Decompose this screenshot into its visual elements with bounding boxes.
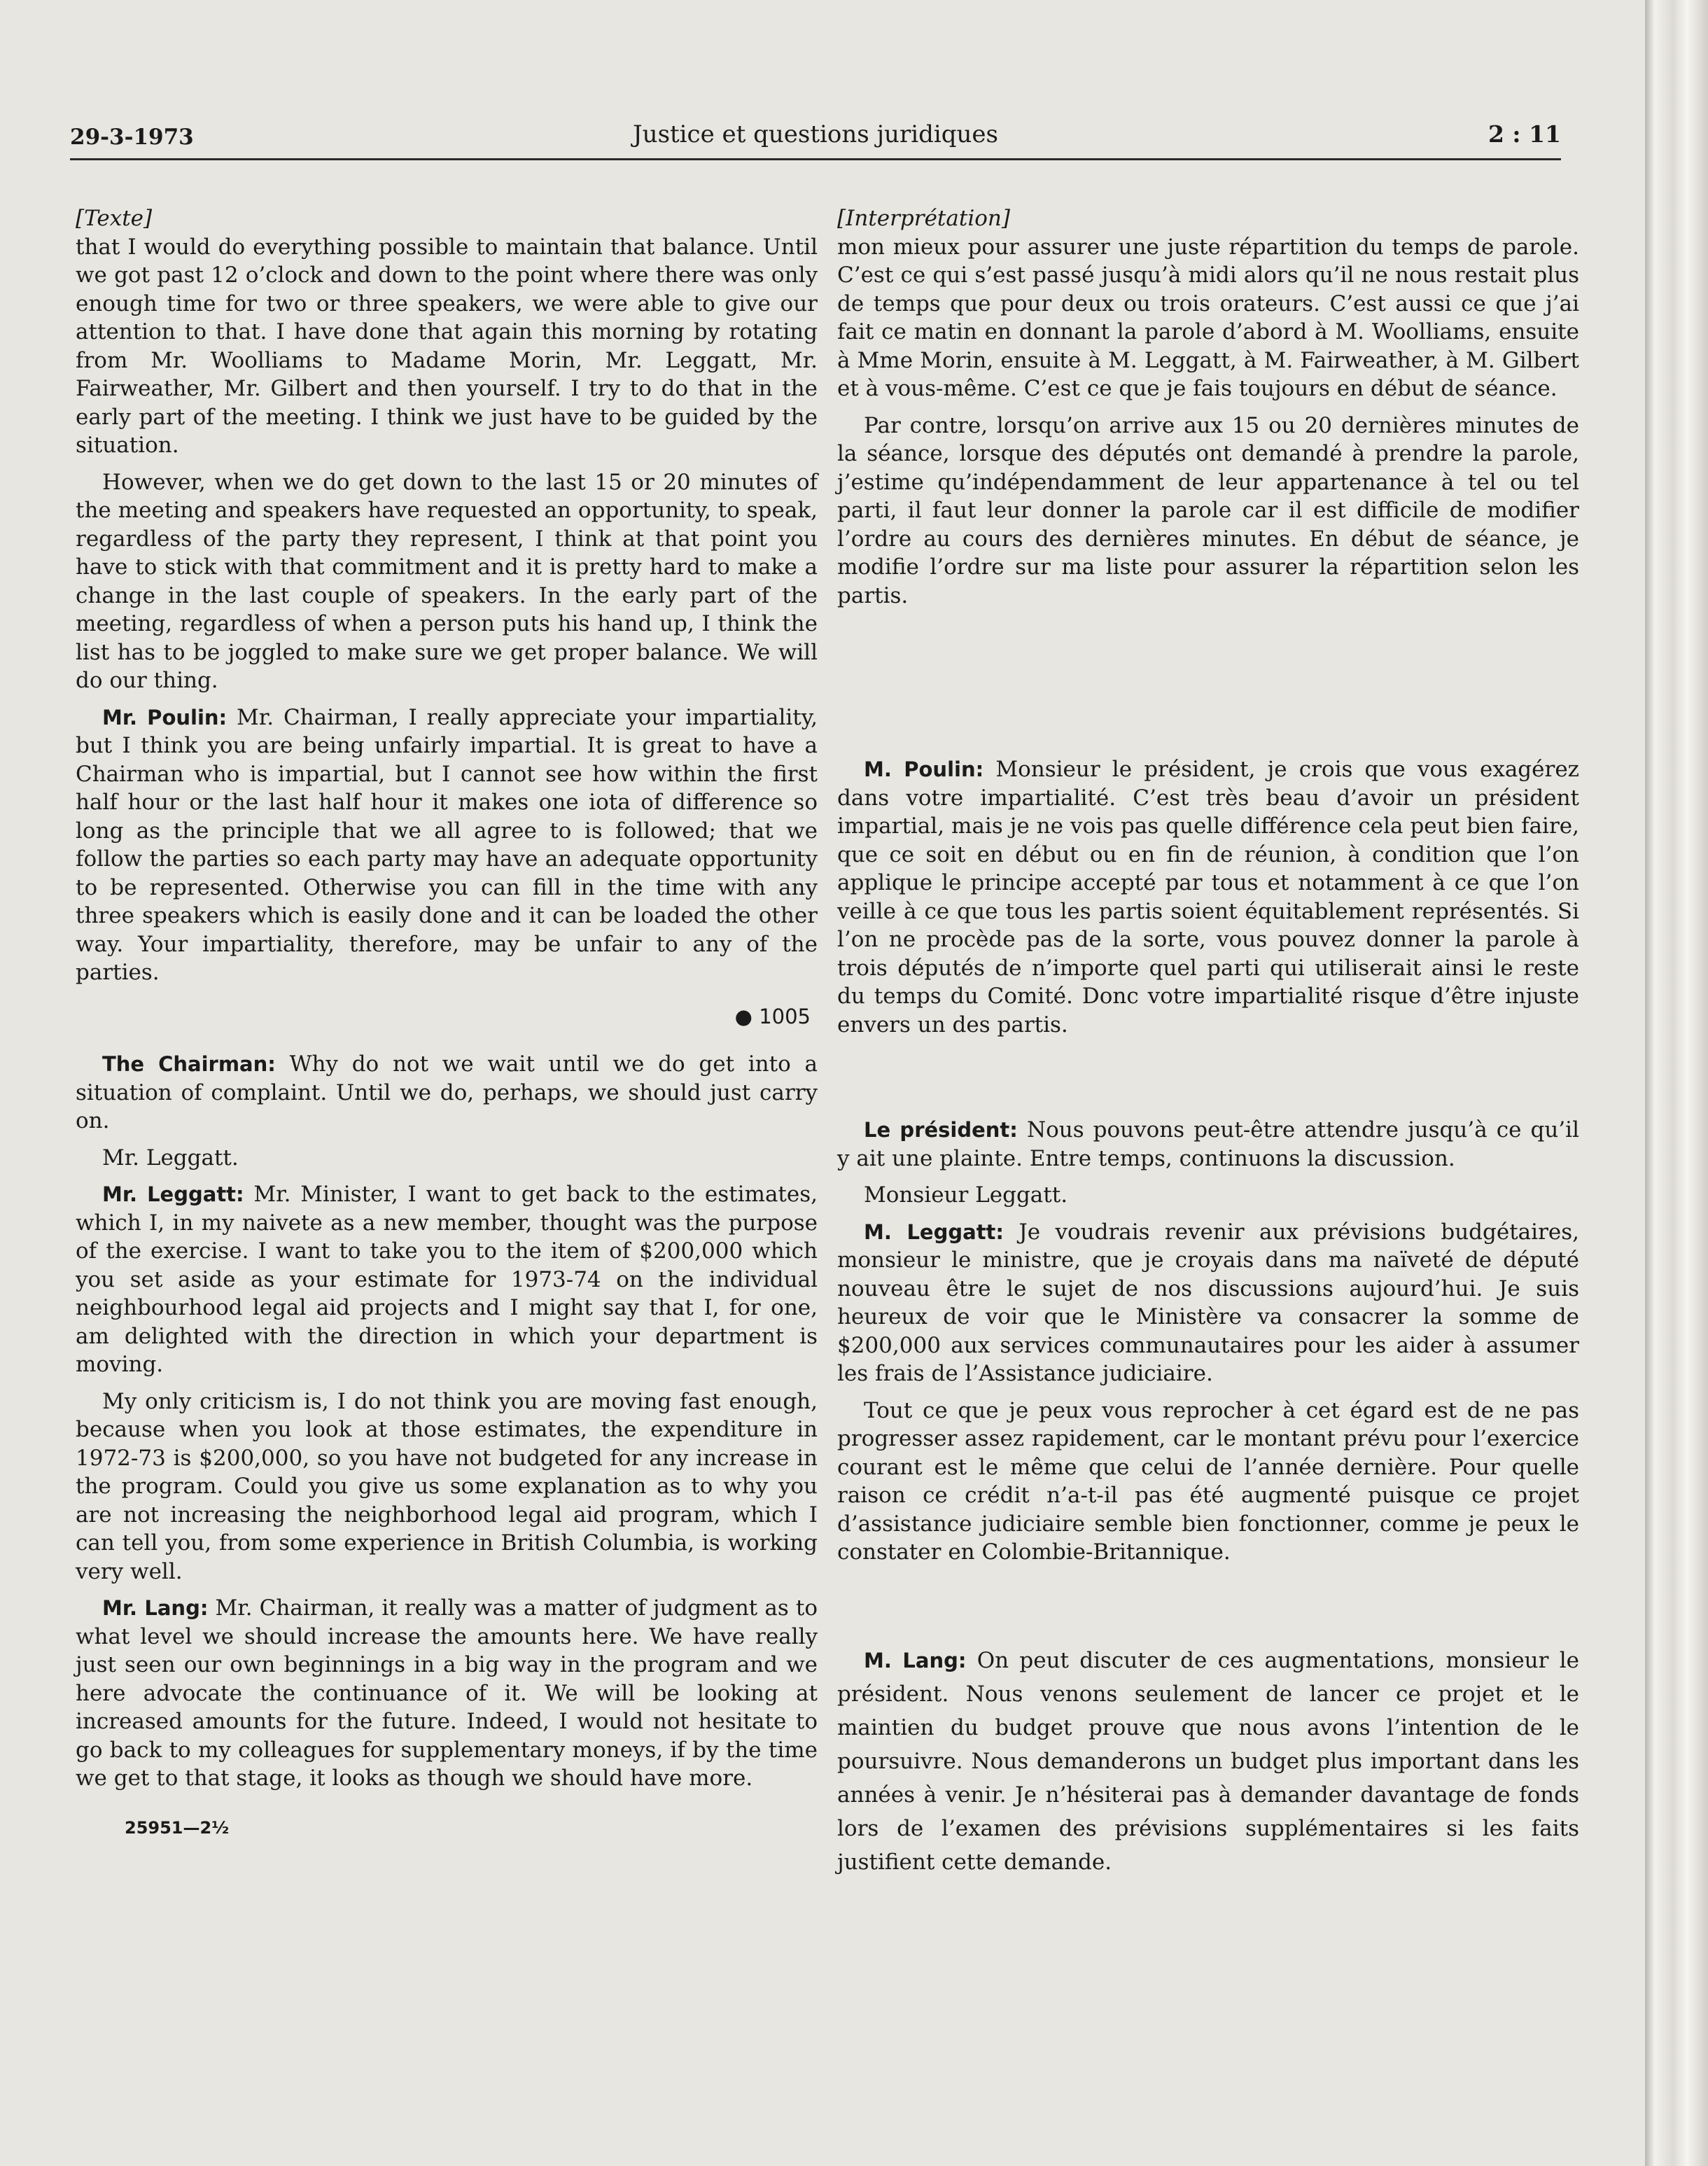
- speech-text: On peut discuter de ces augmentations, monsieur le président. Nous venons seulement de lancer ce projet et le maintien du budget prouve que nous avons l’intention de le poursuivre. Nous demanderons un budget plus important dans les années à venir. Je n’hésiterai pas à demander davantage de fonds lors de l’examen des prévisions supplémentaires si les faits justifient cette demande.: [837, 1647, 1580, 1875]
- speech-text: Why do not we wait until we do get into a situation of complaint. Until we do, perhaps, we should just carry on.: [76, 1051, 818, 1133]
- page-edge: [1645, 0, 1708, 2166]
- speech-text: Nous pouvons peut-être attendre jusqu’à ce qu’il y ait une plainte. Entre temps, continuons la discussion.: [837, 1117, 1579, 1171]
- speaker-name: Mr. Lang:: [102, 1596, 209, 1620]
- section-tag: [Texte]: [76, 206, 153, 231]
- speech-paragraph: [76, 1050, 818, 1136]
- speaker-name: The Chairman:: [102, 1052, 276, 1076]
- header-title: Justice et questions juridiques: [633, 120, 998, 148]
- section-tag: [Interprétation]: [837, 206, 1010, 231]
- time-marker: ● 1005: [734, 1004, 811, 1028]
- french-column: [837, 204, 1579, 1887]
- speech-text: Mr. Chairman, it really was a matter of judgment as to what level we should increase the amounts here. We have really just seen our own beginnings in a big way in the program and we here advocate the continuance of it. We will be looking at increased amounts for the future. Indeed, I would not hesitate to go back to my colleagues for supplementary moneys, if by the time we get to that stage, it looks as though we should have more.: [76, 1595, 818, 1791]
- paragraph: mon mieux pour assurer une juste répartition du temps de parole. C’est ce qui s’est passé jusqu’à midi alors qu’il ne nous restait plus de temps que pour deux ou trois orateurs. C’est aussi ce que j’ai fait ce matin en donnant la parole d’abord à M. Woolliams, ensuite à Mme Morin, ensuite à M. Leggatt, à M. Fairweather, à M. Gilbert et à vous-même. C’est ce que je fais toujours en début de séance.: [837, 234, 1579, 401]
- running-header: [70, 119, 1561, 161]
- header-rule: [70, 158, 1561, 160]
- header-date: 29-3-1973: [70, 125, 194, 150]
- speech-text: Je voudrais revenir aux prévisions budgétaires, monsieur le ministre, que je croyais dans ma naïveté de député nouveau être le sujet de nos discussions aujourd’hui. Je suis heureux de voir que le Ministère va consacrer la somme de $200,000 aux services communautaires pour les aider à assumer les frais de l’Assistance judiciaire.: [837, 1219, 1579, 1386]
- speaker-name: Le président:: [864, 1118, 1018, 1142]
- speaker-name: M. Lang:: [864, 1648, 967, 1672]
- paragraph: that I would do everything possible to maintain that balance. Until we got past 12 o’clock and down to the point where there was only enough time for two or three speakers, we were able to give our attention to that. I have done that again this morning by rotating from Mr. Woolliams to Madame Morin, Mr. Leggatt, Mr. Fairweather, Mr. Gilbert and then yourself. I try to do that in the early part of the meeting. I think we just have to be guided by the situation.: [76, 234, 818, 458]
- speech-paragraph: [837, 1116, 1579, 1173]
- speaker-name: M. Poulin:: [864, 757, 984, 781]
- speech-text: Mr. Minister, I want to get back to the estimates, which I, in my naivete as a new member, thought was the purpose of the exercise. I want to take you to the item of $200,000 which you set aside as your estimate for 1973-74 on the individual neighbourhood legal aid projects and I might say that I, for one, am delighted with the direction in which your department is moving.: [76, 1182, 818, 1377]
- paragraph: Tout ce que je peux vous reprocher à cet égard est de ne pas progresser assez rapidement, car le montant prévu pour l’exercice courant est le même que celui de l’année dernière. Pour quelle raison ce crédit n’a-t-il pas été augmenté puisque ce projet d’assistance judiciaire semble bien fonctionner, comme je peux le constater en Colombie-Britannique.: [837, 1397, 1579, 1565]
- speaker-name: Mr. Leggatt:: [102, 1182, 244, 1206]
- speech-paragraph: [837, 755, 1579, 1039]
- printer-code: 25951—2½: [125, 1817, 230, 1838]
- speech-text: Mr. Chairman, I really appreciate your impartiality, but I think you are being unfairly impartial. It is great to have a Chairman who is impartial, but I cannot see how within the first half hour or the last half hour it makes one iota of difference so long as the principle that we all agree to is followed; that we follow the parties so each party may have an adequate opportunity to be represented. Otherwise you can fill in the time with any three speakers which is easily done and it can be loaded the other way. Your impartiality, therefore, may be unfair to any of the parties.: [76, 704, 818, 985]
- speech-paragraph: [76, 1594, 818, 1793]
- speech-paragraph: [76, 704, 818, 987]
- speech-paragraph: [837, 1218, 1579, 1388]
- speech-paragraph: [837, 1644, 1579, 1879]
- paragraph: Par contre, lorsqu’on arrive aux 15 ou 20 dernières minutes de la séance, lorsque des députés ont demandé à prendre la parole, j’estime qu’indépendamment de leur appartenance à tel ou tel parti, il faut leur donner la parole car il est difficile de modifier l’ordre au cours des dernières minutes. En début de séance, je modifie l’ordre sur ma liste pour assurer la répartition selon les partis.: [837, 412, 1579, 608]
- paragraph: Mr. Leggatt.: [102, 1145, 239, 1171]
- paragraph: However, when we do get down to the last 15 or 20 minutes of the meeting and speakers have requested an opportunity, to speak, regardless of the party they represent, I think at that point you have to stick with that commitment and it is pretty hard to make a change in the last couple of speakers. In the early part of the meeting, regardless of when a person puts his hand up, I think the list has to be joggled to make sure we get proper balance. We will do our thing.: [76, 469, 818, 693]
- speech-text: Monsieur le président, je crois que vous exagérez dans votre impartialité. C’est très beau d’avoir un président impartial, mais je ne vois pas quelle différence cela peut bien faire, que ce soit en début ou en fin de réunion, à condition que l’on applique le principe accepté par tous et notamment à ce que l’on veille à ce que tous les partis soient équitablement représentés. Si l’on ne procède pas de la sorte, vous pouvez donner la parole à trois députés de n’importe quel parti qui utiliserait ainsi le reste du temps du Comité. Donc votre impartialité risque d’être injuste envers un des partis.: [837, 757, 1579, 1037]
- speaker-name: Mr. Poulin:: [102, 705, 227, 729]
- header-page-number: 2 : 11: [1488, 120, 1561, 148]
- paragraph: Monsieur Leggatt.: [864, 1182, 1068, 1208]
- speech-paragraph: [76, 1180, 818, 1379]
- paragraph: My only criticism is, I do not think you are moving fast enough, because when you look at those estimates, the expenditure in 1972-73 is $200,000, so you have not budgeted for any increase in the program. Could you give us some explanation as to why you are not increasing the neighborhood legal aid program, which I can tell you, from some experience in British Columbia, is working very well.: [76, 1388, 818, 1584]
- speaker-name: M. Leggatt:: [864, 1220, 1004, 1244]
- english-column: [76, 204, 818, 1842]
